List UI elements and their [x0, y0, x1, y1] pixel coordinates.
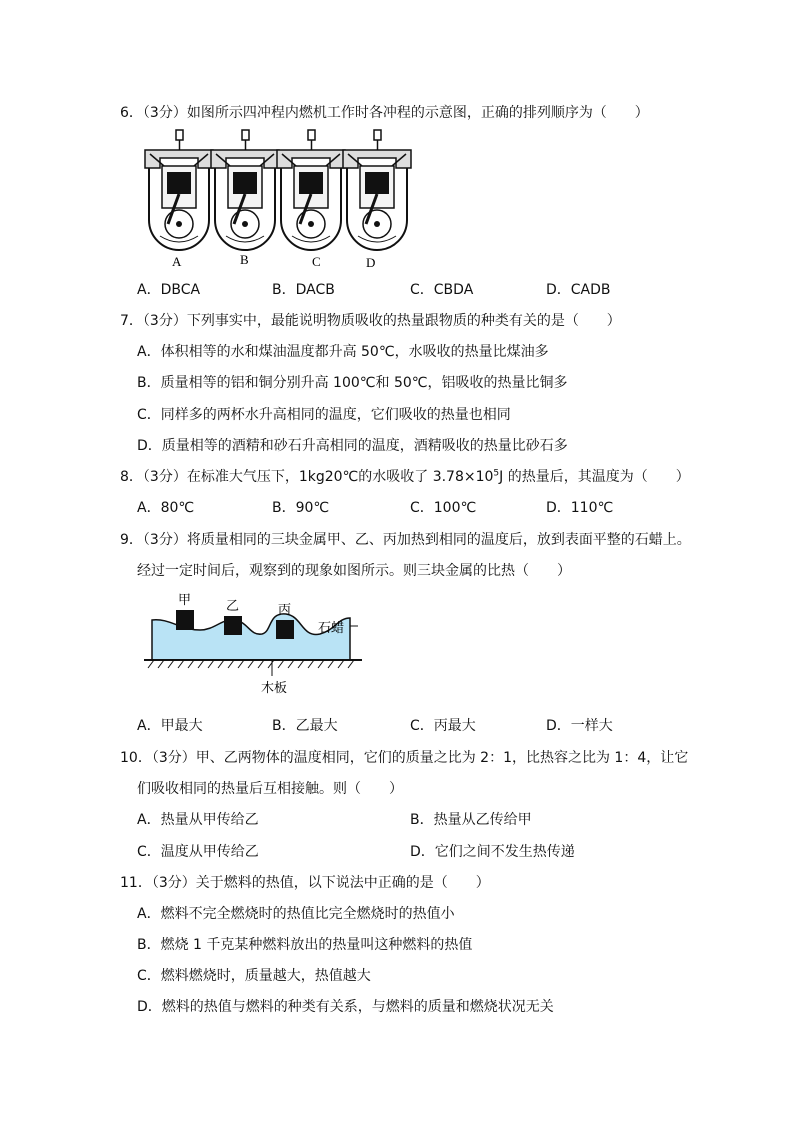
q11-option-a: A．燃料不完全燃烧时的热值比完全燃烧时的热值小	[137, 906, 455, 922]
metal-yi	[224, 616, 242, 635]
q7-option-c: C．同样多的两杯水升高相同的温度，它们吸收的热量也相同	[137, 407, 511, 423]
engine-b	[211, 130, 279, 250]
metal-bing	[276, 620, 294, 639]
engine-label-a: A	[172, 254, 182, 269]
q10-option-d: D．它们之间不发生热传递	[410, 844, 575, 860]
q8-option-a: A．80℃	[137, 500, 195, 516]
engine-strokes-figure	[140, 128, 420, 270]
q8-option-b: B．90℃	[272, 500, 330, 516]
engine-label-b: B	[240, 252, 249, 267]
wax-metal-figure	[140, 590, 370, 702]
q7-option-a: A．体积相等的水和煤油温度都升高 50℃，水吸收的热量比煤油多	[137, 344, 549, 360]
q11-option-d: D．燃料的热值与燃料的种类有关系，与燃料的质量和燃烧状况无关	[137, 999, 554, 1015]
engine-label-d: D	[366, 255, 376, 270]
q7-option-b: B．质量相等的铝和铜分别升高 100℃和 50℃，铝吸收的热量比铜多	[137, 375, 568, 391]
q11-option-c: C．燃料燃烧时，质量越大，热值越大	[137, 968, 371, 984]
label-yi: 乙	[226, 598, 240, 613]
q9-option-d: D．一样大	[546, 718, 613, 734]
q10-option-c: C．温度从甲传给乙	[137, 844, 259, 860]
q7-option-d: D．质量相等的酒精和砂石升高相同的温度，酒精吸收的热量比砂石多	[137, 438, 568, 454]
q8-stem	[120, 467, 690, 487]
q11-stem: 11．（3分）关于燃料的热值，以下说法中正确的是（ ）	[120, 875, 490, 891]
q8-stem-exponent: 5	[493, 468, 500, 479]
q9-stem-line1: 9．（3分）将质量相同的三块金属甲、乙、丙加热到相同的温度后，放到表面平整的石蜡上。	[120, 532, 691, 548]
q9-option-a: A．甲最大	[137, 718, 203, 734]
engine-label-c: C	[312, 254, 321, 269]
q8-option-d: D．110℃	[546, 500, 614, 516]
label-wax: 石蜡	[318, 620, 345, 635]
q6-option-b: B．DACB	[272, 282, 335, 298]
q10-stem-line1: 10．（3分）甲、乙两物体的温度相同，它们的质量之比为 2：1，比热容之比为 1：4，让它	[120, 750, 689, 766]
label-board: 木板	[261, 680, 288, 695]
q6-option-c: C．CBDA	[410, 282, 474, 298]
q9-option-b: B．乙最大	[272, 718, 338, 734]
label-bing: 丙	[278, 602, 292, 617]
q6-stem: 6．（3分）如图所示四冲程内燃机工作时各冲程的示意图，正确的排列顺序为（ ）	[120, 105, 649, 121]
q9-option-c: C．丙最大	[410, 718, 476, 734]
label-jia: 甲	[178, 592, 192, 607]
q10-option-a: A．热量从甲传给乙	[137, 812, 259, 828]
metal-jia	[176, 610, 194, 630]
q8-stem-post: J 的热量后，其温度为（ ）	[499, 469, 690, 485]
q11-option-b: B．燃烧 1 千克某种燃料放出的热量叫这种燃料的热值	[137, 937, 473, 953]
engine-c	[277, 130, 345, 250]
q9-stem-line2: 经过一定时间后，观察到的现象如图所示。则三块金属的比热（ ）	[137, 563, 571, 579]
q10-option-b: B．热量从乙传给甲	[410, 812, 532, 828]
q8-stem-pre: 8．（3分）在标准大气压下，1kg20℃的水吸收了 3.78×10	[120, 469, 494, 485]
engine-a	[145, 130, 213, 250]
q8-option-c: C．100℃	[410, 500, 477, 516]
engine-d	[343, 130, 411, 250]
board-hatching	[148, 660, 354, 668]
q6-option-a: A．DBCA	[137, 282, 201, 298]
q7-stem: 7．（3分）下列事实中，最能说明物质吸收的热量跟物质的种类有关的是（ ）	[120, 313, 621, 329]
q6-option-d: D．CADB	[546, 282, 611, 298]
q10-stem-line2: 们吸收相同的热量后互相接触。则（ ）	[137, 781, 403, 797]
